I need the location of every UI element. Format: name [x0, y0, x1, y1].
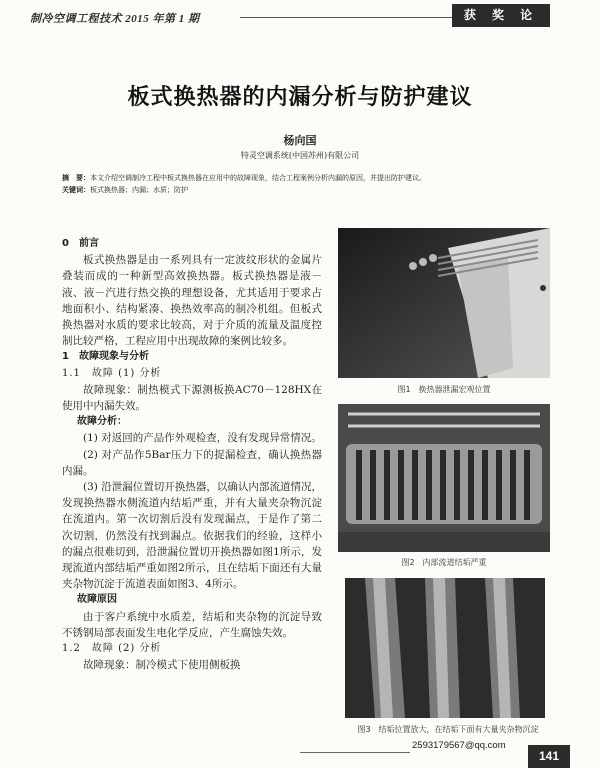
section-heading-intro: 0 前言	[62, 238, 99, 249]
figure-3-caption: 图3 结垢位置放大，在结垢下面有大量夹杂物沉淀	[357, 725, 539, 734]
article-title: 板式换热器的内漏分析与防护建议	[127, 84, 473, 110]
journal-header: 制冷空调工程技术 2015 年第 1 期	[30, 13, 200, 25]
figure-1-photo	[338, 228, 550, 378]
cause-heading: 故障原因	[77, 594, 117, 606]
paragraph-analysis-2: (2) 对产品作5Bar压力下的捉漏检查，确认换热器内漏。	[62, 448, 322, 477]
keywords-label: 关键词：	[62, 185, 90, 194]
page-number: 141	[528, 745, 570, 768]
subsection-heading-1-2: 1.2 故障 (2) 分析	[62, 643, 162, 655]
figure-3-photo	[345, 578, 545, 718]
sediment-closeup-photo	[345, 578, 545, 718]
paragraph-intro: 板式换热器是由一系列具有一定波纹形状的金属片叠装而成的一种新型高效换热器。板式换热器是液－液、液－汽进行热交换的理想设备，尤其适用于要求占地面积小、结构紧凑、换热效率高的制冷机组。但板式换热器对水质的要求比较高，对于介质的流量及温度控制比较严格，工程应用中出现故障的案例比较多。	[62, 254, 322, 348]
figure-2-photo	[338, 404, 550, 552]
paragraph-fault1-phenomenon: 故障现象：制热模式下源测板换AC70－128HX在使用中内漏失效。	[62, 383, 322, 413]
keywords-text: 板式换热器；内漏；水质；防护	[90, 186, 188, 194]
figure-2-caption: 图2 内部流道结垢严重	[401, 558, 487, 567]
body-text-column	[62, 236, 322, 673]
heat-exchanger-leak-photo	[338, 228, 550, 378]
paragraph-analysis-1: (1) 对返回的产品作外观检查，没有发现异常情况。	[83, 432, 322, 445]
paragraph-fault2-phenomenon: 故障现象：制冷模式下使用侧板换	[83, 659, 241, 672]
footer-rule	[300, 752, 410, 753]
paragraph-analysis-3: (3) 沿泄漏位置切开换热器，以确认内部流道情况，发现换热器水侧流道内结垢严重，并有大量夹杂物沉淀在流道内。第一次切割后没有发现漏点，于是作了第二次切割，仍然没有找到漏点。依据我们的经验，这样小的漏点很难切到，沿泄漏位置切开换热器如图1所示，发现流道内部结垢严重如图2所示，且在结垢下面还有大量夹杂物沉淀于流道表面如图3、4所示。	[62, 481, 322, 591]
header-rule	[240, 17, 455, 18]
author-affiliation: 特灵空调系统(中国苏州)有限公司	[240, 151, 360, 160]
section-badge: 获 奖 论 文	[452, 4, 550, 27]
abstract-text: 本文介绍空调制冷工程中板式换热器在应用中的故障现象，结合工程案例分析内漏的原因，并提出防护建议。	[90, 174, 426, 182]
analysis-heading: 故障分析：	[77, 416, 127, 428]
paragraph-cause: 由于客户系统中水质差，结垢和夹杂物的沉淀导致不锈钢局部表面发生电化学反应，产生腐蚀失效。	[62, 610, 322, 639]
author-name: 杨向国	[283, 134, 317, 147]
abstract-label: 摘 要：	[62, 173, 90, 182]
subsection-heading-1-1: 1.1 故障 (1) 分析	[62, 367, 162, 379]
section-heading-fault: 1 故障现象与分析	[62, 351, 149, 363]
footer-email: 2593179567@qq.com	[412, 740, 506, 751]
abstract-block	[62, 172, 552, 196]
figure-1-caption: 图1 换热器泄漏宏观位置	[397, 385, 491, 394]
channel-scaling-photo	[338, 404, 550, 552]
